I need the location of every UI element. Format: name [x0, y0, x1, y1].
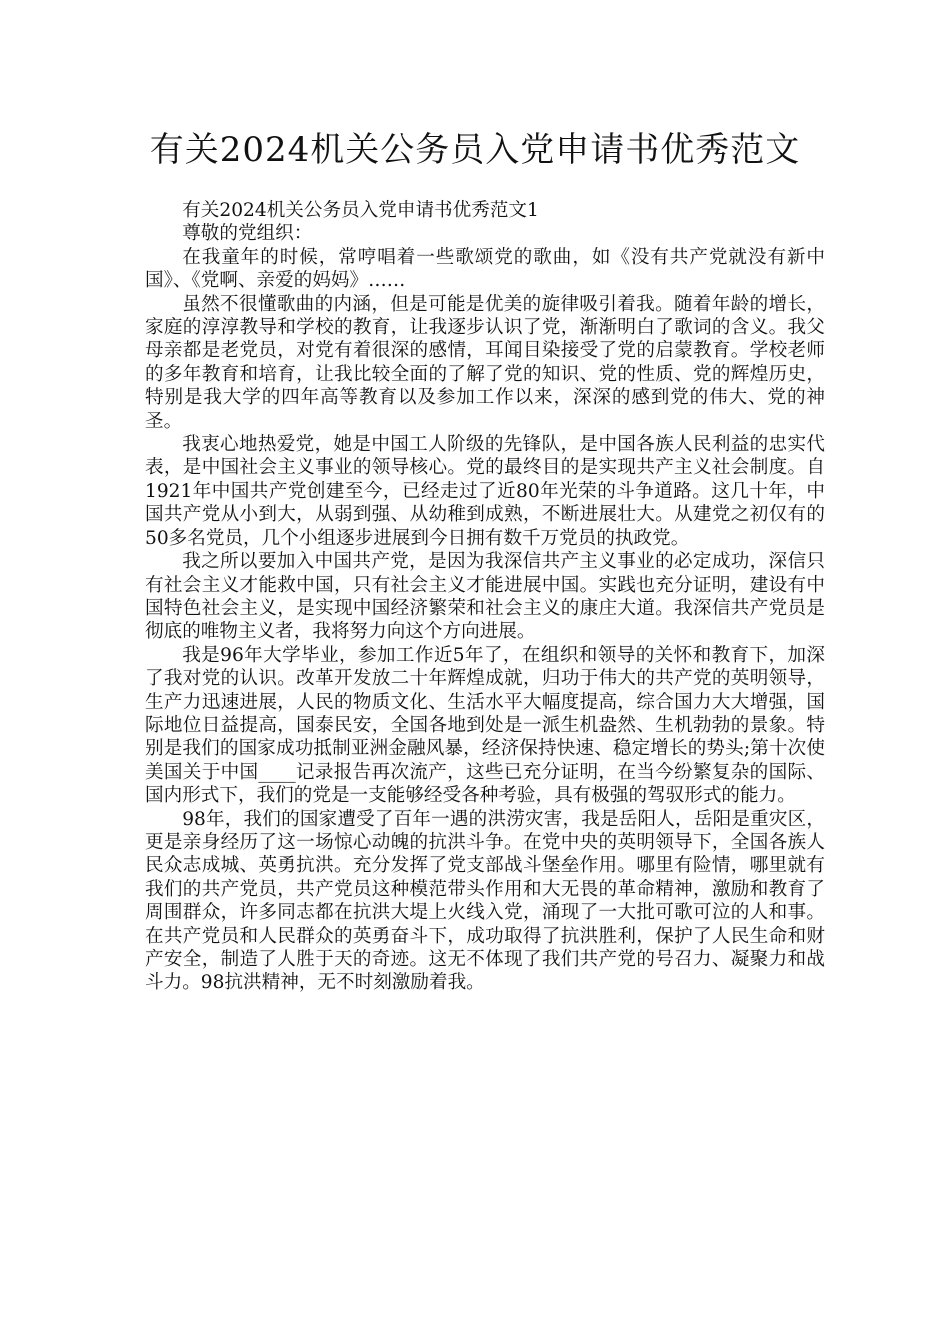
- document-title: 有关2024机关公务员入党申请书优秀范文: [149, 130, 801, 170]
- paragraph: 在我童年的时候，常哼唱着一些歌颂党的歌曲，如《没有共产党就没有新中国》、《党啊、亲爱的妈妈》……: [145, 246, 825, 292]
- paragraph: 虽然不很懂歌曲的内涵，但是可能是优美的旋律吸引着我。随着年龄的增长，家庭的淳淳教导和学校的教育，让我逐步认识了党，渐渐明白了歌词的含义。我父母亲都是老党员，对党有着很深的感情，耳闻目染接受了党的启蒙教育。学校老师的多年教育和培育，让我比较全面的了解了党的知识、党的性质、党的辉煌历史，特别是我大学的四年高等教育以及参加工作以来，深深的感到党的伟大、党的神圣。: [145, 293, 825, 432]
- paragraph: 我之所以要加入中国共产党，是因为我深信共产主义事业的必定成功，深信只有社会主义才能救中国，只有社会主义才能进展中国。实践也充分证明，建设有中国特色社会主义，是实现中国经济繁荣和社会主义的康庄大道。我深信共产党员是彻底的唯物主义者，我将努力向这个方向进展。: [145, 551, 825, 643]
- salutation: 尊敬的党组织：: [182, 223, 313, 245]
- document-body: [145, 199, 825, 995]
- paragraph: 我衷心地热爱党，她是中国工人阶级的先锋队，是中国各族人民利益的忠实代表，是中国社会主义事业的领导核心。党的最终目的是实现共产主义社会制度。自1921年中国共产党创建至今，已经走过了近80年光荣的斗争道路。这几十年，中国共产党从小到大，从弱到强、从幼稚到成熟，不断进展壮大。从建党之初仅有的50多名党员，几个小组逐步进展到今日拥有数千万党员的执政党。: [145, 434, 825, 549]
- document-subtitle: 有关2024机关公务员入党申请书优秀范文1: [182, 200, 539, 221]
- paragraph: 我是96年大学毕业，参加工作近5年了，在组织和领导的关怀和教育下，加深了我对党的认识。改革开发放二十年辉煌成就，归功于伟大的共产党的英明领导，生产力迅速进展，人民的物质文化、生活水平大幅度提高，综合国力大大增强，国际地位日益提高，国泰民安，全国各地到处是一派生机盎然、生机勃勃的景象。特别是我们的国家成功抵制亚洲金融风暴，经济保持快速、稳定增长的势头;第十次使美国关于中国____记录报告再次流产，这些已充分证明，在当今纷繁复杂的国际、国内形式下，我们的党是一支能够经受各种考验，具有极强的驾驭形式的能力。: [145, 644, 825, 807]
- paragraph: 98年，我们的国家遭受了百年一遇的洪涝灾害，我是岳阳人，岳阳是重灾区，更是亲身经历了这一场惊心动魄的抗洪斗争。在党中央的英明领导下，全国各族人民众志成城、英勇抗洪。充分发挥了党支部战斗堡垒作用。哪里有险情，哪里就有我们的共产党员，共产党员这种模范带头作用和大无畏的革命精神，激励和教育了周围群众，许多同志都在抗洪大堤上火线入党，涌现了一大批可歌可泣的人和事。在共产党员和人民群众的英勇奋斗下，成功取得了抗洪胜利，保护了人民生命和财产安全，制造了人胜于天的奇迹。这无不体现了我们共产党的号召力、凝聚力和战斗力。98抗洪精神，无不时刻激励着我。: [145, 808, 825, 994]
